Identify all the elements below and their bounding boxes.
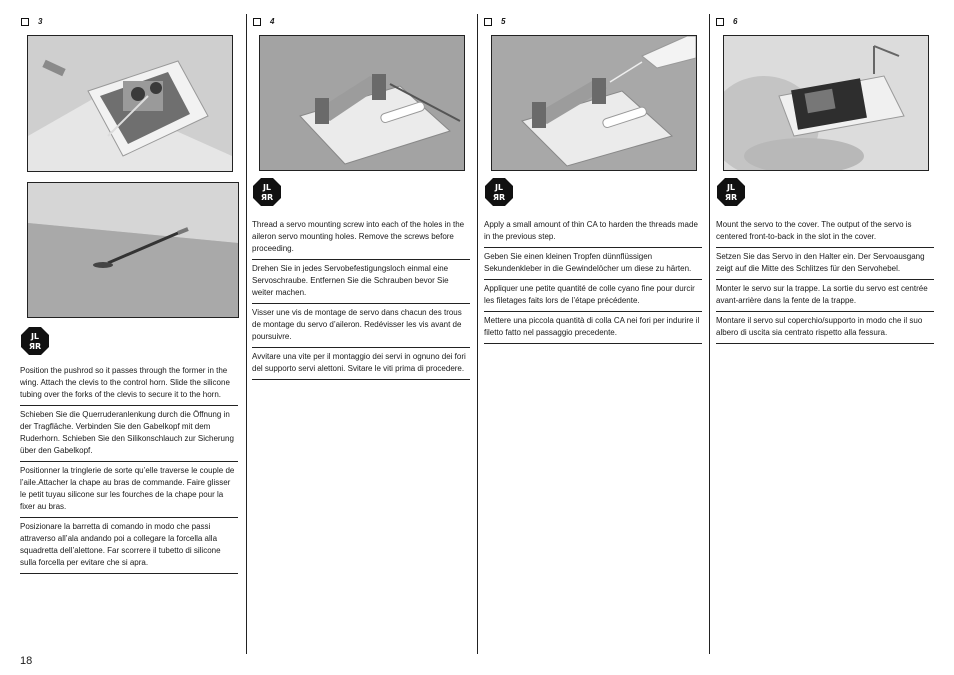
instruction-german: Geben Sie einen kleinen Tropfen dünnflüssigen Sekundenkleber in die Gewindelöcher um diese zu härten. [484, 248, 702, 280]
multilanguage-badge-icon [485, 178, 513, 206]
step-header [253, 17, 274, 26]
step-header [716, 17, 737, 26]
instruction-english: Thread a servo mounting screw into each of the holes in the aileron servo mounting holes. Remove the screws before proceeding. [252, 216, 470, 260]
instruction-italian: Posizionare la barretta di comando in modo che passi attraverso all’ala andando poi a collegare la forcella alla squadretta dell’alettone. Far scorrere il tubetto di silicone sulla forcella per evitare che si apra. [20, 518, 238, 574]
instruction-italian: Avvitare una vite per il montaggio dei servi in ognuno dei fori del supporto servi alettoni. Svitare le viti prima di procedere. [252, 348, 470, 380]
instruction-text-block [252, 216, 470, 380]
svg-text:ЯR: ЯR [260, 193, 274, 202]
multilanguage-badge-icon [717, 178, 745, 206]
servo-in-mount-hand-photo [723, 35, 929, 171]
multilanguage-badge-icon [253, 178, 281, 206]
svg-text:JL: JL [30, 332, 40, 341]
column-divider [246, 14, 247, 654]
column-divider [477, 14, 478, 654]
checkbox-icon[interactable] [253, 18, 261, 26]
step-header [21, 17, 42, 26]
instruction-italian: Montare il servo sul coperchio/supporto in modo che il suo albero di uscita sia centrato rispetto alla fessura. [716, 312, 934, 344]
instruction-text-block [716, 216, 934, 344]
checkbox-icon[interactable] [716, 18, 724, 26]
checkbox-icon[interactable] [484, 18, 492, 26]
svg-text:ЯR: ЯR [724, 193, 738, 202]
step-number: 6 [733, 17, 738, 26]
instruction-text-block [20, 362, 238, 574]
svg-text:JL: JL [726, 183, 736, 192]
step-number: 3 [38, 17, 43, 26]
instruction-german: Setzen Sie das Servo in den Halter ein. Der Servoausgang zeigt auf die Mitte des Schlitzes für den Servohebel. [716, 248, 934, 280]
page-number: 18 [20, 655, 33, 667]
multilanguage-badge-icon [21, 327, 49, 355]
step-number: 4 [270, 17, 275, 26]
svg-text:ЯR: ЯR [28, 342, 42, 351]
wing-servo-bay-photo [27, 35, 233, 172]
servo-mount-screwdriver-photo [259, 35, 465, 171]
instruction-german: Drehen Sie in jedes Servobefestigungsloch einmal eine Servoschraube. Entfernen Sie die Schrauben bevor Sie weiter machen. [252, 260, 470, 304]
step-number: 5 [501, 17, 506, 26]
step-header [484, 17, 505, 26]
instruction-french: Monter le servo sur la trappe. La sortie du servo est centrée avant-arrière dans la fente de la trappe. [716, 280, 934, 312]
pushrod-clevis-photo [27, 182, 239, 318]
instruction-english: Mount the servo to the cover. The output of the servo is centered front-to-back in the slot in the cover. [716, 216, 934, 248]
instruction-french: Appliquer une petite quantité de colle cyano fine pour durcir les filetages faits lors de l’étape précédente. [484, 280, 702, 312]
instruction-text-block [484, 216, 702, 344]
instruction-english: Position the pushrod so it passes through the former in the wing. Attach the clevis to the control horn. Slide the silicone tubing over the forks of the clevis to secure it to the horn. [20, 362, 238, 406]
instruction-english: Apply a small amount of thin CA to harden the threads made in the previous step. [484, 216, 702, 248]
instruction-italian: Mettere una piccola quantità di colla CA nei fori per indurire il filetto fatto nel passaggio precedente. [484, 312, 702, 344]
svg-text:ЯR: ЯR [492, 193, 506, 202]
svg-text:JL: JL [262, 183, 272, 192]
svg-text:JL: JL [494, 183, 504, 192]
instruction-french: Visser une vis de montage de servo dans chacun des trous de montage du servo d’aileron. Redévisser les vis avant de poursuivre. [252, 304, 470, 348]
column-divider [709, 14, 710, 654]
servo-mount-ca-glue-photo [491, 35, 697, 171]
instruction-french: Positionner la tringlerie de sorte qu’elle traverse le couple de l’aile.Attacher la chape au bras de commande. Faire glisser le petit tuyau silicone sur les fourches de la chape pour la fixer au bras. [20, 462, 238, 518]
checkbox-icon[interactable] [21, 18, 29, 26]
instruction-german: Schieben Sie die Querruderanlenkung durch die Öffnung in der Tragfläche. Verbinden Sie den Gabelkopf mit dem Ruderhorn. Schieben Sie den Silikonschlauch zur Sicherung über den Gabelkopf. [20, 406, 238, 462]
